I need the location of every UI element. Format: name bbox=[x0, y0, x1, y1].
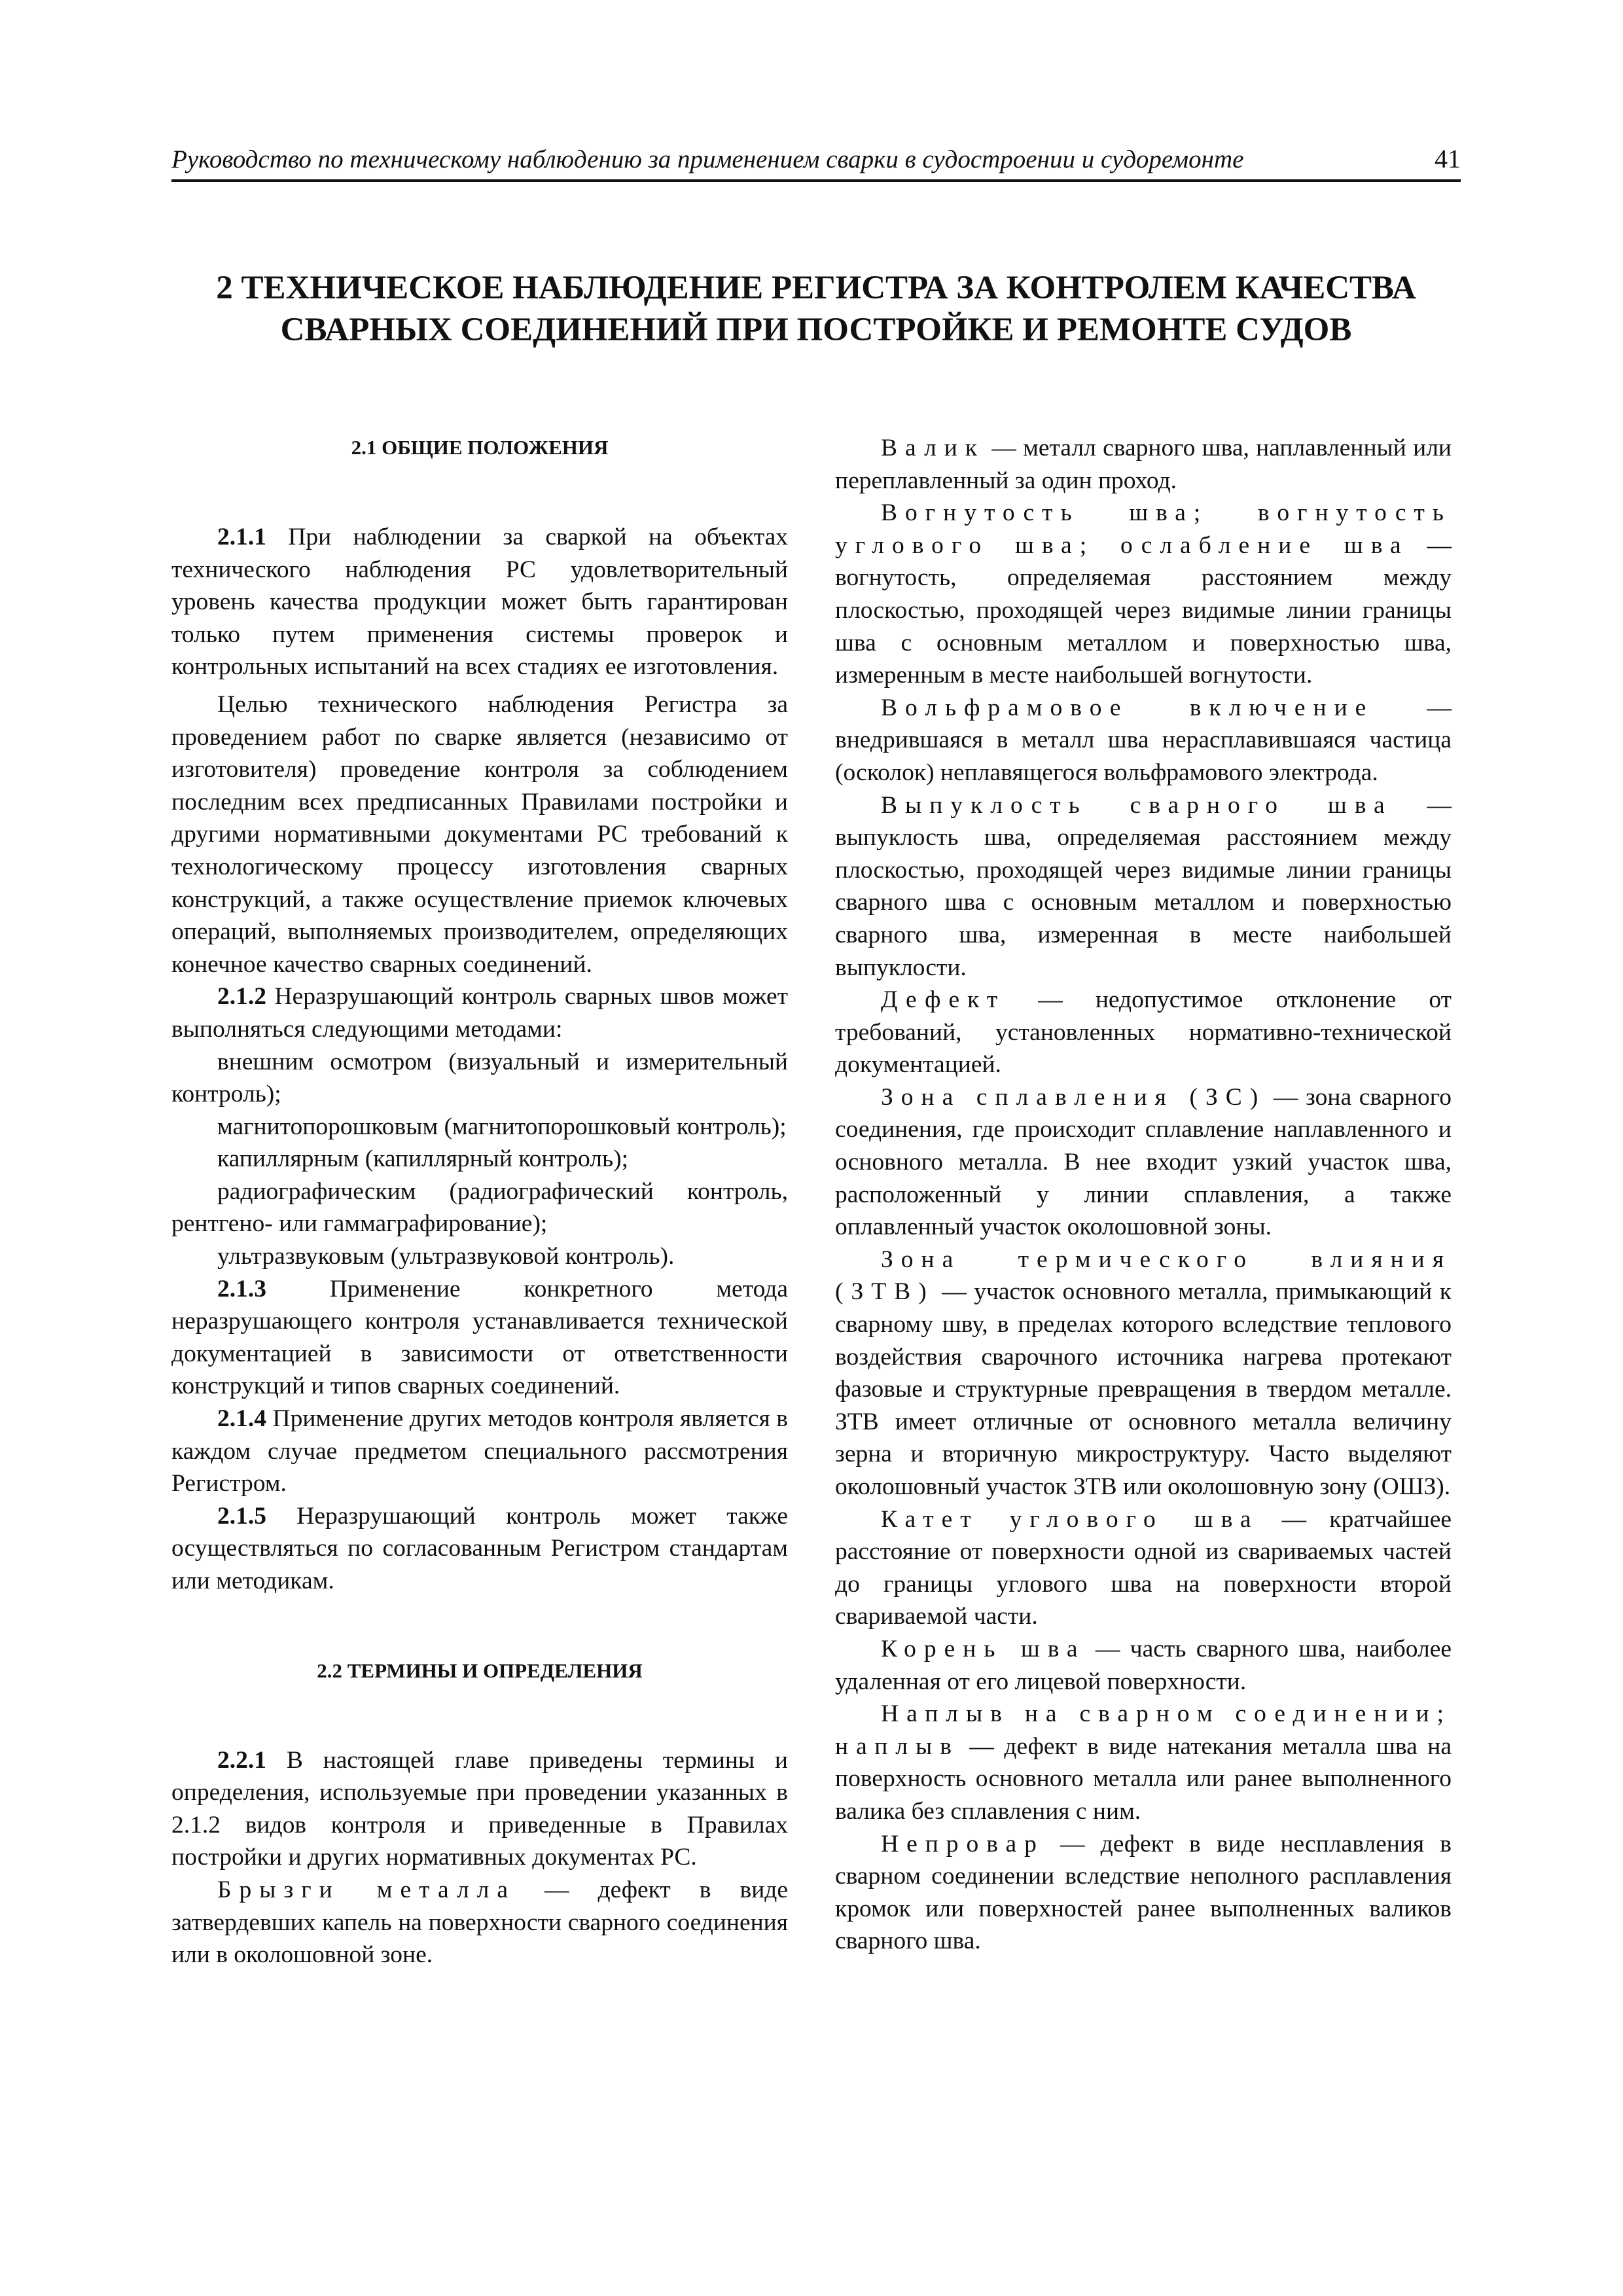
paragraph-text: Применение других методов контроля является в каждом случае предметом специального рассмотрения Регистром. bbox=[171, 1405, 788, 1498]
term: Дефект bbox=[881, 986, 1006, 1014]
clause-number: 2.2.1 bbox=[217, 1746, 266, 1774]
term: Вогнутость шва; вогнутость углового шва; ослабление шва bbox=[835, 499, 1452, 559]
term-definition bbox=[835, 1828, 1452, 1958]
paragraph-2-2-1 bbox=[171, 1744, 788, 1874]
paragraph-2-1-5 bbox=[171, 1500, 788, 1598]
term-definition bbox=[835, 789, 1452, 984]
method-item: внешним осмотром (визуальный и измерительный контроль); bbox=[171, 1048, 788, 1108]
term-definition bbox=[835, 984, 1452, 1081]
term-definition bbox=[835, 1698, 1452, 1827]
term: Зона сплавления (ЗС) bbox=[881, 1083, 1266, 1111]
clause-number: 2.1.2 bbox=[217, 983, 266, 1011]
term-definition bbox=[835, 432, 1452, 497]
definition: — дефект в виде несплавления в сварном соединении вследствие неполного расплавления кромок или поверхностей ранее выполненных валиков сварного шва. bbox=[835, 1830, 1452, 1955]
term: Наплыв на сварном соединении; наплыв bbox=[835, 1700, 1452, 1760]
chapter-title-line-2: СВАРНЫХ СОЕДИНЕНИЙ ПРИ ПОСТРОЙКЕ И РЕМОНТЕ СУДОВ bbox=[280, 312, 1352, 348]
clause-number: 2.1.4 bbox=[217, 1405, 266, 1433]
term: Зона термического влияния (ЗТВ) bbox=[835, 1246, 1452, 1306]
left-column bbox=[171, 432, 788, 1971]
term-definition bbox=[835, 1244, 1452, 1503]
chapter-title-line-1: 2 ТЕХНИЧЕСКОЕ НАБЛЮДЕНИЕ РЕГИСТРА ЗА КОНТРОЛЕМ КАЧЕСТВА bbox=[216, 270, 1416, 306]
definition: — участок основного металла, примыкающий к сварному шву, в пределах которого вследствие теплового воздействия сварочного источника нагрева протекают фазовые и структурные превращения в твердом металле. ЗТВ имеет отличные от основного металла величину зерна и вторичную микроструктуру. Часто выделяют околошовный участок ЗТВ или околошовную зону (ОШЗ). bbox=[835, 1278, 1452, 1500]
term-definition bbox=[835, 1503, 1452, 1633]
definition: — зона сварного соединения, где происходит сплавление наплавленного и основного металла. В нее входит узкий участок шва, расположенный у линии сплавления, а также оплавленный участок околошовной зоны. bbox=[835, 1083, 1452, 1241]
definition: — вогнутость, определяемая расстоянием между плоскостью, проходящей через видимые линии границы шва с основным металлом и поверхностью шва, измеренным в месте наибольшей вогнутости. bbox=[835, 531, 1452, 689]
definition: — часть сварного шва, наиболее удаленная от его лицевой поверхности. bbox=[835, 1635, 1452, 1695]
definition: — дефект в виде затвердевших капель на поверхности сварного соединения или в околошовной зоне. bbox=[171, 1876, 788, 1969]
clause-number: 2.1.3 bbox=[217, 1275, 266, 1302]
paragraph-text: При наблюдении за сваркой на объектах технического наблюдения РС удовлетворительный уровень качества продукции может быть гарантирован только путем применения системы проверок и контрольных испытаний на всех стадиях ее изготовления. bbox=[171, 524, 788, 681]
term: Брызги металла bbox=[217, 1876, 516, 1903]
section-2-2-heading: 2.2 ТЕРМИНЫ И ОПРЕДЕЛЕНИЯ bbox=[317, 1659, 643, 1682]
clause-number: 2.1.1 bbox=[217, 524, 266, 550]
paragraph-text: Неразрушающий контроль может также осуществляться по согласованным Регистром стандартам или методикам. bbox=[171, 1502, 788, 1594]
method-item: радиографическим (радиографический контроль, рентгено- или гаммаграфирование); bbox=[171, 1177, 788, 1238]
paragraph-2-1-4 bbox=[171, 1403, 788, 1500]
clause-number: 2.1.5 bbox=[217, 1502, 266, 1530]
paragraph-text: Применение конкретного метода неразрушающего контроля устанавливается технической документацией в зависимости от ответственности конструкций и типов сварных соединений. bbox=[171, 1275, 788, 1400]
paragraph-2-1-3 bbox=[171, 1273, 788, 1403]
term-definition bbox=[835, 1081, 1452, 1244]
term: Выпуклость сварного шва bbox=[881, 791, 1393, 819]
definition: — внедрившаяся в металл шва нерасплавившаяся частица (осколок) неплавящегося вольфрамового электрода. bbox=[835, 694, 1452, 786]
paragraph-text: Неразрушающий контроль сварных швов может выполняться следующими методами: bbox=[171, 983, 788, 1043]
term-definition bbox=[835, 497, 1452, 692]
running-header-title: Руководство по техническому наблюдению за применением сварки в судостроении и судоремонте bbox=[171, 145, 1244, 173]
definition: — металл сварного шва, наплавленный или переплавленный за один проход. bbox=[835, 435, 1452, 494]
term: Катет углового шва bbox=[881, 1505, 1259, 1533]
paragraph-2-1-2 bbox=[171, 980, 788, 1045]
term: Вольфрамовое включение bbox=[881, 694, 1374, 721]
term: Валик bbox=[881, 435, 985, 461]
chapter-title bbox=[171, 267, 1461, 351]
definition: — выпуклость шва, определяемая расстоянием между плоскостью, проходящей через видимые линии границы сварного шва с основным металлом и поверхностью сварного шва, измеренная в месте наибольшей выпуклости. bbox=[835, 791, 1452, 981]
term-definition bbox=[835, 1633, 1452, 1698]
definition: — дефект в виде натекания металла шва на поверхность основного металла или ранее выполненного валика без сплавления с ним. bbox=[835, 1732, 1452, 1825]
definition: — кратчайшее расстояние от поверхности одной из свариваемых частей до границы углового шва на поверхности второй свариваемой части. bbox=[835, 1505, 1452, 1630]
running-header bbox=[171, 137, 1461, 182]
method-item: магнитопорошковым (магнитопорошковый контроль); bbox=[217, 1113, 787, 1140]
paragraph-purpose: Целью технического наблюдения Регистра за проведением работ по сварке является (независимо от изготовителя) проведение контроля за соблюдением последним всех предписанных Правилами постройки и другими нормативными документами РС требований к технологическому процессу изготовления сварных конструкций, а также осуществление приемок ключевых операций, выполняемых производителем, определяющих конечное качество сварных соединений. bbox=[171, 691, 788, 978]
term-definition bbox=[171, 1874, 788, 1971]
section-2-1-heading: 2.1 ОБЩИЕ ПОЛОЖЕНИЯ bbox=[351, 436, 609, 459]
paragraph-2-1-1 bbox=[171, 521, 788, 683]
paragraph-text: В настоящей главе приведены термины и определения, используемые при проведении указанных в 2.1.2 видов контроля и приведенные в Правилах постройки и других нормативных документах РС. bbox=[171, 1746, 788, 1871]
term: Корень шва bbox=[881, 1635, 1086, 1662]
page-number: 41 bbox=[1435, 144, 1461, 173]
term-definition bbox=[835, 692, 1452, 789]
term: Непровар bbox=[881, 1830, 1044, 1857]
definition: — недопустимое отклонение от требований, установленных нормативно-технической документацией. bbox=[835, 986, 1452, 1079]
right-column bbox=[835, 432, 1452, 1958]
method-item: капиллярным (капиллярный контроль); bbox=[217, 1145, 628, 1173]
method-item: ультразвуковым (ультразвуковой контроль). bbox=[217, 1243, 675, 1270]
